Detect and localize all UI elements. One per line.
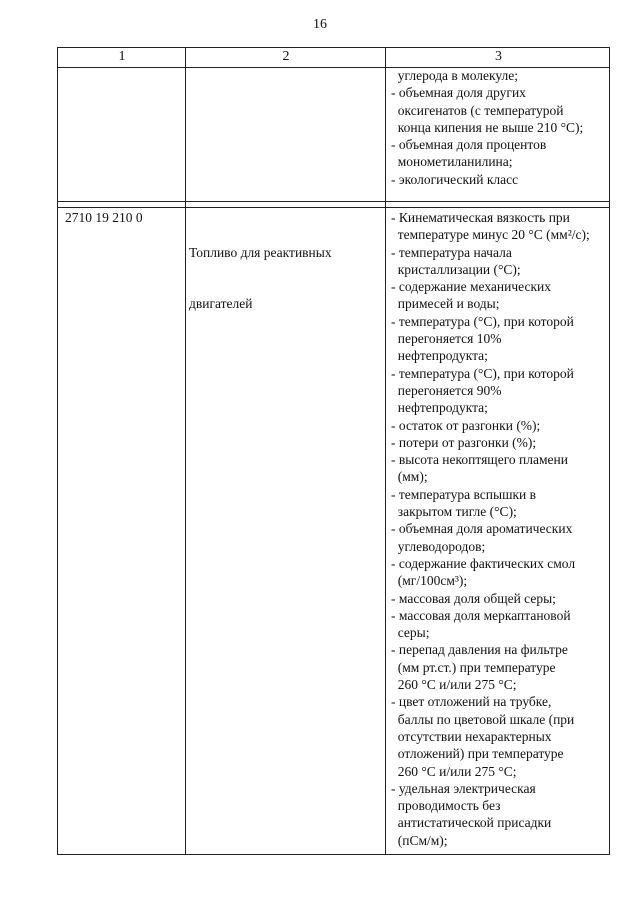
list-item: (мм); bbox=[391, 469, 428, 485]
list-item: 260 °С и/или 275 °С; bbox=[391, 763, 517, 779]
document-table bbox=[57, 47, 610, 855]
list-item: отложений) при температуре bbox=[391, 746, 564, 762]
list-item: оксигенатов (с температурой bbox=[391, 102, 564, 118]
list-item: - удельная электрическая bbox=[391, 780, 536, 796]
list-item: примесей и воды; bbox=[391, 296, 500, 312]
row1-properties-list bbox=[391, 67, 583, 188]
list-item: углерода в молекуле; bbox=[391, 68, 519, 83]
row-divider-2 bbox=[58, 207, 609, 208]
list-item: - объемная доля ароматических bbox=[391, 521, 573, 537]
list-item: температуре минус 20 °С (мм²/с); bbox=[391, 227, 590, 243]
list-item: - потери от разгонки (%); bbox=[391, 434, 537, 450]
list-item: баллы по цветовой шкале (при bbox=[391, 711, 575, 727]
product-code: 2710 19 210 0 bbox=[65, 210, 143, 225]
list-item: нефтепродукта; bbox=[391, 400, 488, 416]
list-item: (мг/100см³); bbox=[391, 573, 468, 589]
list-item: закрытом тигле (°С); bbox=[391, 504, 517, 520]
column-divider-1 bbox=[185, 48, 186, 854]
list-item: 260 °С и/или 275 °С; bbox=[391, 677, 517, 693]
header-col-3: 3 bbox=[495, 49, 502, 64]
header-col-2: 2 bbox=[282, 49, 290, 64]
list-item: серы; bbox=[391, 625, 430, 641]
list-item: монометиланилина; bbox=[391, 154, 513, 170]
row2-properties-list bbox=[391, 209, 590, 849]
list-item: - температура вспышки в bbox=[391, 486, 537, 502]
list-item: нефтепродукта; bbox=[391, 348, 488, 364]
list-item: - массовая доля общей серы; bbox=[391, 590, 556, 606]
list-item: проводимость без bbox=[391, 798, 501, 814]
product-name bbox=[189, 209, 332, 347]
list-item: отсутствии нехарактерных bbox=[391, 728, 552, 744]
list-item: - температура (°С), при которой bbox=[391, 365, 574, 381]
list-item: - Кинематическая вязкость при bbox=[391, 210, 570, 225]
table-header-row bbox=[58, 48, 609, 68]
list-item: - температура начала bbox=[391, 244, 512, 260]
list-item: кристаллизации (°С); bbox=[391, 261, 521, 277]
header-col-1: 1 bbox=[118, 49, 126, 64]
page-number: 16 bbox=[313, 17, 327, 32]
list-item: - экологический класс bbox=[391, 171, 519, 187]
list-item: - объемная доля процентов bbox=[391, 137, 547, 153]
product-name-line: двигателей bbox=[189, 296, 253, 312]
list-item: - содержание фактических смол bbox=[391, 555, 576, 571]
list-item: перегоняется 90% bbox=[391, 382, 502, 398]
list-item: - объемная доля других bbox=[391, 85, 526, 101]
list-item: - температура (°С), при которой bbox=[391, 313, 574, 329]
list-item: - остаток от разгонки (%); bbox=[391, 417, 541, 433]
list-item: (мм рт.ст.) при температуре bbox=[391, 659, 556, 675]
list-item: (пСм/м); bbox=[391, 832, 448, 848]
list-item: - цвет отложений на трубке, bbox=[391, 694, 552, 710]
list-item: углеводородов; bbox=[391, 538, 486, 554]
list-item: - высота некоптящего пламени bbox=[391, 452, 568, 468]
list-item: конца кипения не выше 210 °С); bbox=[391, 119, 584, 135]
list-item: перегоняется 10% bbox=[391, 331, 502, 347]
column-divider-2 bbox=[385, 48, 386, 854]
list-item: - перепад давления на фильтре bbox=[391, 642, 568, 658]
list-item: антистатической присадки bbox=[391, 815, 552, 831]
row-divider bbox=[58, 201, 609, 202]
product-name-line: Топливо для реактивных bbox=[189, 244, 332, 260]
list-item: - содержание механических bbox=[391, 279, 551, 295]
list-item: - массовая доля меркаптановой bbox=[391, 607, 571, 623]
